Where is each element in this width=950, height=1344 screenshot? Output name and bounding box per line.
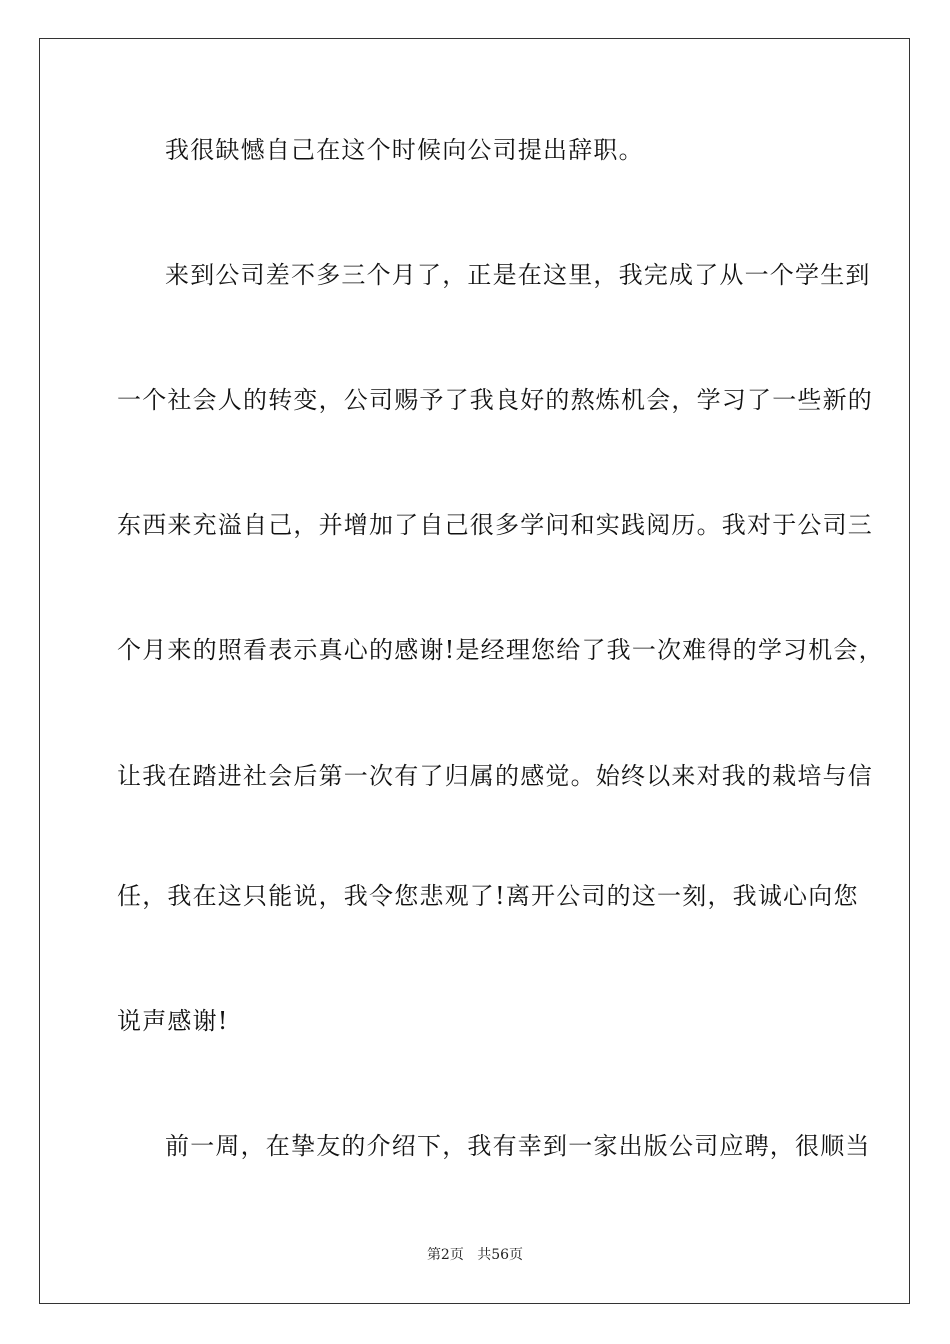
page-number: 第2页 bbox=[426, 1247, 464, 1263]
paragraph-line: 前一周，在挚友的介绍下，我有幸到一家出版公司应聘，很顺当 bbox=[165, 1132, 871, 1160]
paragraph-line: 来到公司差不多三个月了，正是在这里，我完成了从一个学生到 bbox=[165, 261, 871, 289]
paragraph-line: 任，我在这只能说，我令您悲观了!离开公司的这一刻，我诚心向您 bbox=[117, 882, 859, 910]
page-total: 共56页 bbox=[477, 1247, 524, 1263]
paragraph-line: 个月来的照看表示真心的感谢!是经理您给了我一次难得的学习机会， bbox=[117, 636, 884, 664]
paragraph-line: 说声感谢! bbox=[117, 1007, 229, 1035]
paragraph-line: 一个社会人的转变，公司赐予了我良好的熬炼机会，学习了一些新的 bbox=[117, 386, 873, 414]
paragraph-line: 让我在踏进社会后第一次有了归属的感觉。始终以来对我的栽培与信 bbox=[117, 762, 873, 790]
paragraph-line: 东西来充溢自己，并增加了自己很多学问和实践阅历。我对于公司三 bbox=[117, 511, 873, 539]
paragraph-line: 我很缺憾自己在这个时候向公司提出辞职。 bbox=[165, 136, 644, 164]
page-border bbox=[39, 38, 910, 1304]
page-footer bbox=[0, 1246, 950, 1264]
